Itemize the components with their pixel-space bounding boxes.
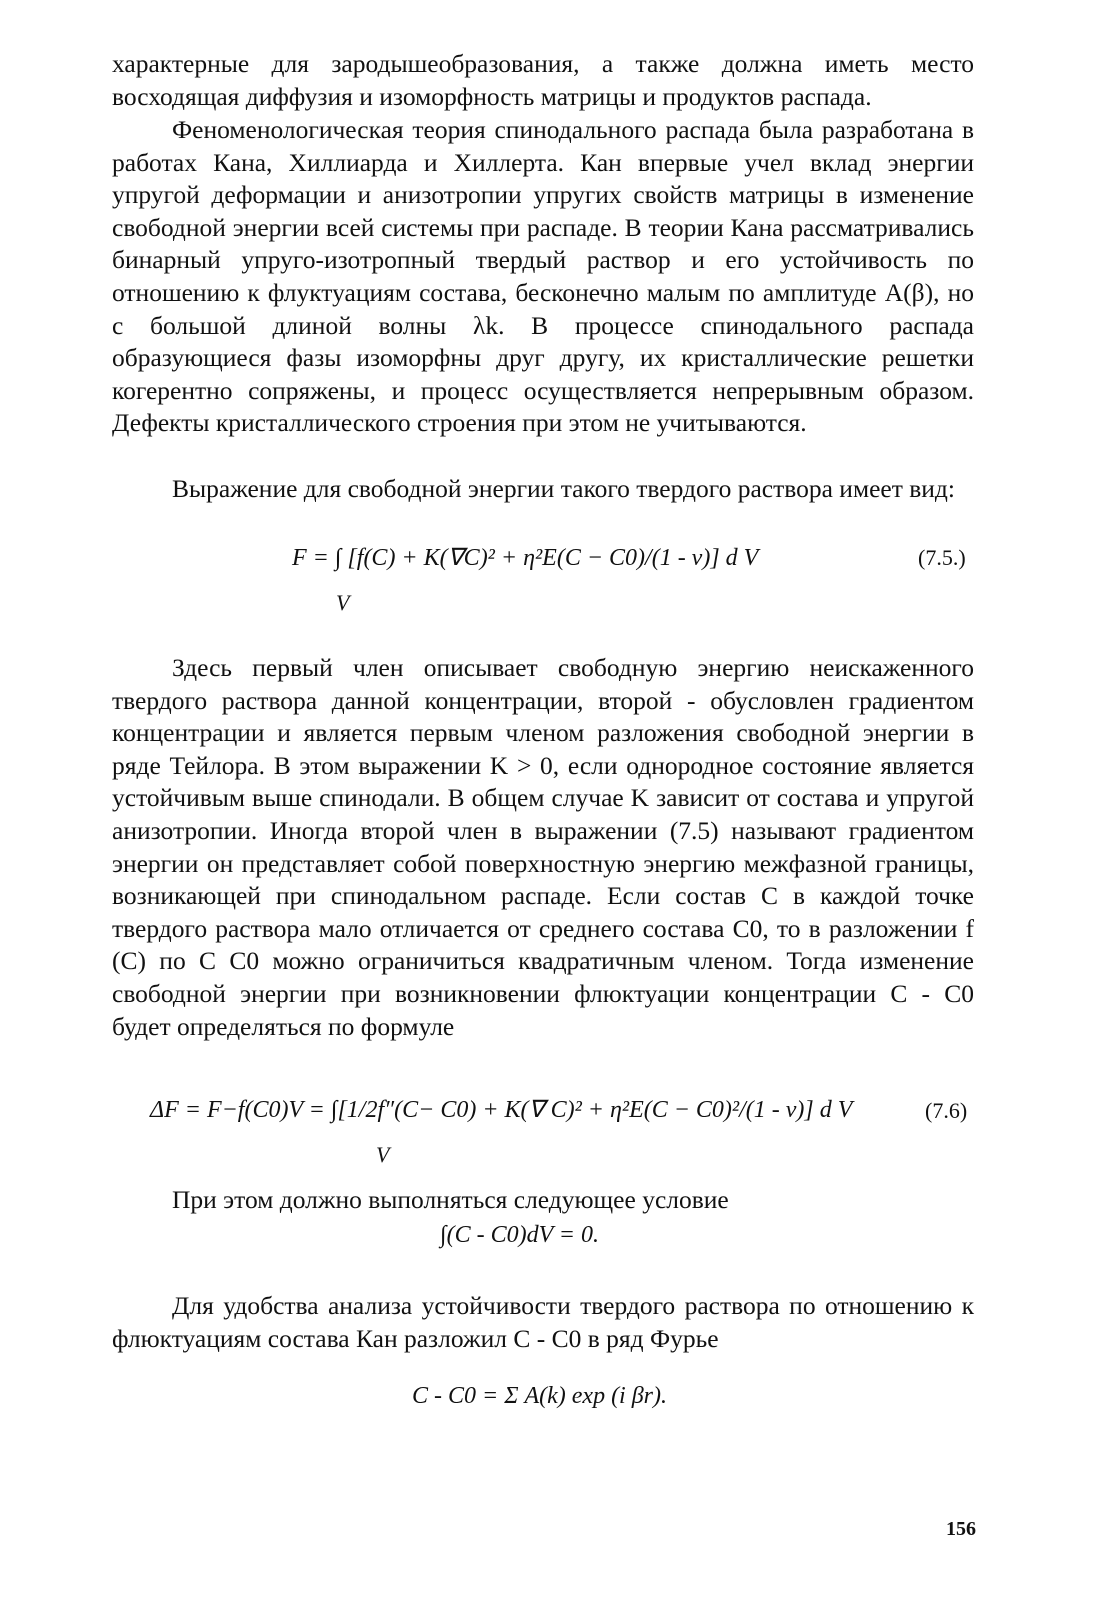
equation-7-5-number: (7.5.) — [918, 545, 966, 570]
equation-7-5-integral-domain: V — [336, 590, 350, 615]
paragraph-explanation: Здесь первый член описывает свободную энергию неискаженного твердого раствора данной концентрации, второй - обусловлен градиентом концентрации и является первым членом разложения свободной энергии в ряде Тейлора. В этом выражении K > 0, если однородное состояние является устойчивым выше спинодали. В общем случае K зависит от состава и упругой анизотропии. Иногда второй член в выражении (7.5) называют градиентом энергии он представляет собой поверхностную энергию межфазной границы, возникающей при спинодальном распаде. Если состав C в каждой точке твердого раствора мало отличается от среднего состава C0, то в разложении f (C) по C C0 можно ограничиться квадратичным членом. Тогда изменение свободной энергии при возникновении флюктуации концентрации C - C0 будет определяться по формуле — [112, 653, 974, 1041]
equation-7-6-integral-domain: V — [376, 1142, 390, 1167]
equation-fourier: C - C0 = Σ A(k) exp (i βr). — [412, 1383, 668, 1409]
paragraph-intro: характерные для зародышеобразования, а также должна иметь место восходящая диффузия и изоморфность матрицы и продуктов распада. — [112, 49, 974, 111]
page-number: 156 — [946, 1518, 976, 1540]
paragraph-fourier: Для удобства анализа устойчивости твердого раствора по отношению к флюктуациям состава Кан разложил C - C0 в ряд Фурье — [112, 1291, 974, 1353]
equation-condition: ∫(C - C0)dV = 0. — [440, 1222, 599, 1248]
paragraph-condition: При этом должно выполняться следующее условие — [172, 1185, 729, 1214]
equation-7-6: ΔF = F−f(C0)V = ∫[1/2f″(C− C0) + K(∇ C)² + η²E(C − C0)²/(1 - ν)] d V — [150, 1097, 853, 1123]
equation-7-5: F = ∫ [f(C) + K(∇C)² + η²E(C − C0)/(1 - ν)] d V — [292, 545, 759, 571]
paragraph-expression: Выражение для свободной энергии такого твердого раствора имеет вид: — [172, 474, 955, 503]
paragraph-theory: Феноменологическая теория спинодального распада была разработана в работах Кана, Хиллиарда и Хиллерта. Кан впервые учел вклад энергии упругой деформации и анизотропии упругих свойств матрицы в изменение свободной энергии всей системы при распаде. В теории Кана рассматривались бинарный упруго-изотропный твердый раствор и его устойчивость по отношению к флуктуациям состава, бесконечно малым по амплитуде A(β), но с большой длиной волны λk. В процессе спинодального распада образующиеся фазы изоморфны друг другу, их кристаллические решетки когерентно сопряжены, и процесс осуществляется непрерывным образом. Дефекты кристаллического строения при этом не учитываются. — [112, 115, 974, 438]
equation-7-6-number: (7.6) — [925, 1098, 968, 1123]
